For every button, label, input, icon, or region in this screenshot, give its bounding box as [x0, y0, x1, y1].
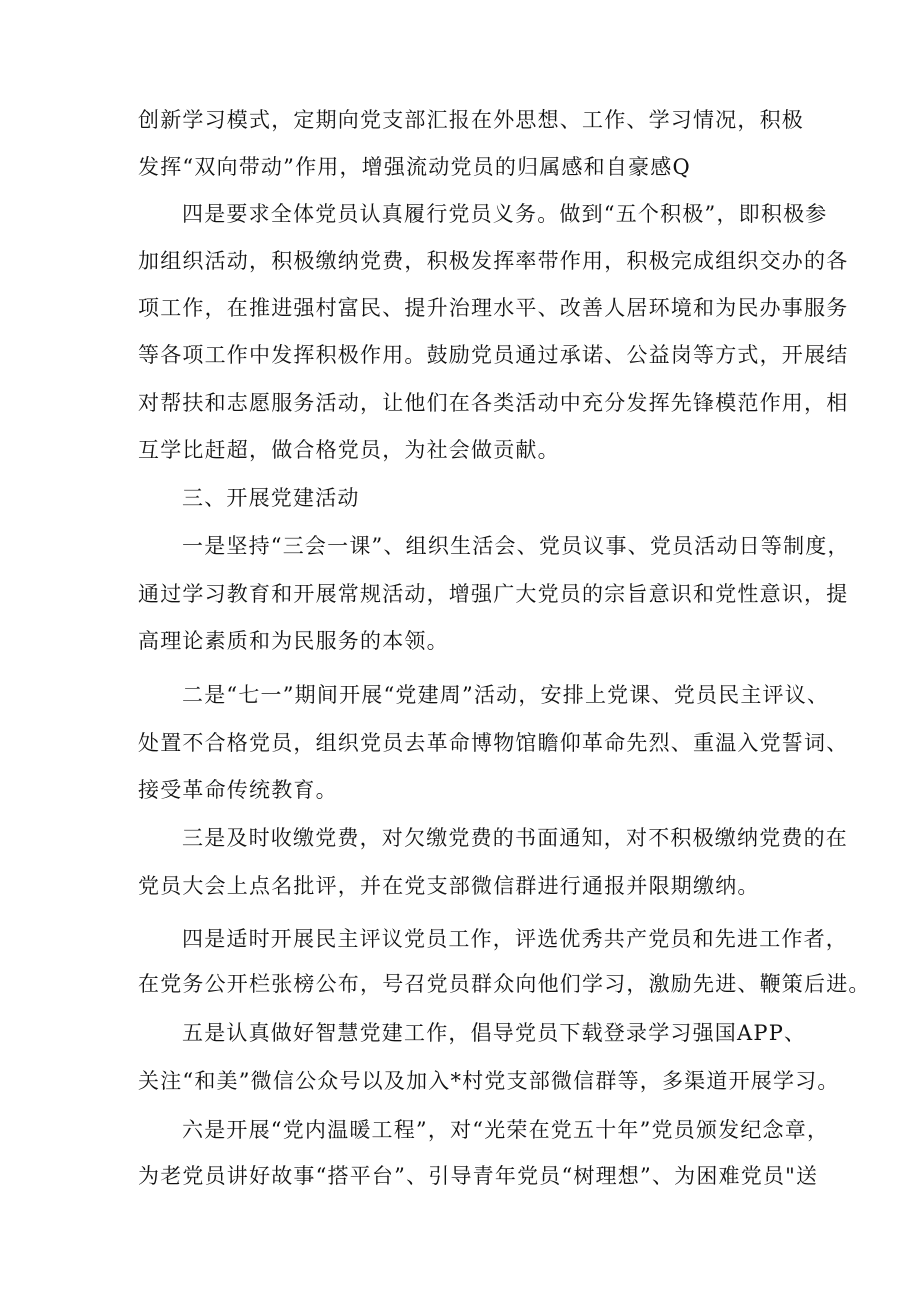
text-line-23: 为老党员讲好故事“搭平台”、引导青年党员“树理想”、为困难党员"送: [138, 1164, 819, 1188]
text-line-17: 党员大会上点名批评，并在党支部微信群进行通报并限期缴纳。: [138, 874, 760, 898]
text-line-6: 等各项工作中发挥积极作用。鼓励党员通过承诺、公益岗等方式，开展结: [138, 343, 849, 367]
text-line-15: 接受革命传统教育。: [138, 778, 338, 802]
paragraph-start-line-18: 四是适时开展民主评议党员工作，评选优秀共产党员和先进工作者，: [182, 927, 848, 951]
text-line-8: 互学比赶超，做合格党员，为社会做贡献。: [138, 438, 560, 462]
paragraph-start-line-22: 六是开展“党内温暖工程”，对“光荣在党五十年”党员颁发纪念章，: [182, 1118, 830, 1142]
text-line-2: 发挥“双向带动”作用，增强流动党员的归属感和自豪感Q: [138, 155, 691, 179]
section-heading: 三、开展党建活动: [182, 486, 360, 510]
paragraph-start-line-13: 二是“七一”期间开展“党建周”活动，安排上党课、党员民主评议、: [182, 683, 830, 707]
paragraph-start-line-16: 三是及时收缴党费，对欠缴党费的书面通知，对不积极缴纳党费的在: [182, 826, 848, 850]
text-line-5: 项工作，在推进强村富民、提升治理水平、改善人居环境和为民办事服务: [138, 296, 849, 320]
text-line-1: 创新学习模式，定期向党支部汇报在外思想、工作、学习情况，积极: [138, 108, 804, 132]
text-line-11: 通过学习教育和开展常规活动，增强广大党员的宗旨意识和党性意识，提: [138, 582, 849, 606]
paragraph-start-line-3: 四是要求全体党员认真履行党员义务。做到“五个积极”，即积极参: [182, 202, 828, 226]
paragraph-start-line-20: 五是认真做好智慧党建工作，倡导党员下载登录学习强国APP、: [182, 1021, 807, 1045]
text-line-7: 对帮扶和志愿服务活动，让他们在各类活动中充分发挥先锋模范作用，相: [138, 391, 849, 415]
text-line-12: 高理论素质和为民服务的本领。: [138, 629, 449, 653]
text-line-14: 处置不合格党员，组织党员去革命博物馆瞻仰革命先烈、重温入党誓词、: [138, 731, 849, 755]
text-line-21: 关注“和美”微信公众号以及加入*村党支部微信群等，多渠道开展学习。: [138, 1069, 840, 1093]
paragraph-start-line-10: 一是坚持“三会一课”、组织生活会、党员议事、党员活动日等制度，: [182, 534, 850, 558]
text-line-19: 在党务公开栏张榜公布，号召党员群众向他们学习，激励先进、鞭策后进。: [138, 972, 871, 996]
text-line-4: 加组织活动，积极缴纳党费，积极发挥率带作用，积极完成组织交办的各: [138, 249, 849, 273]
